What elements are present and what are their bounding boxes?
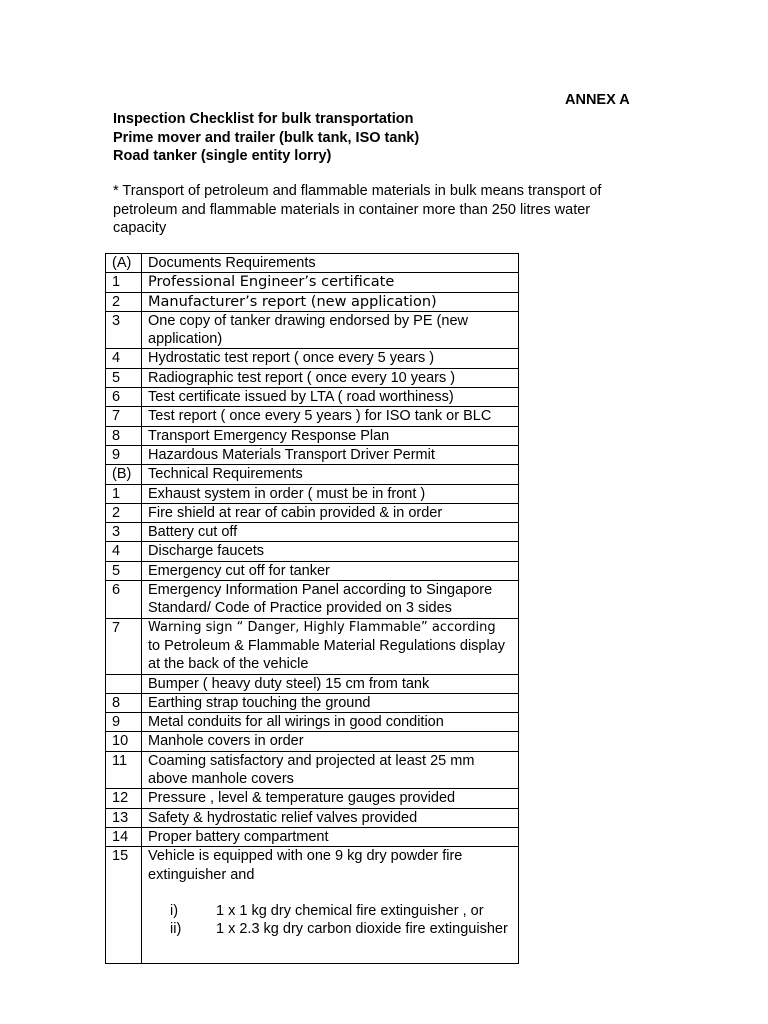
title-line-1: Inspection Checklist for bulk transportation [113,111,414,127]
table-row [106,349,519,368]
row-text: Test certificate issued by LTA ( road worthiness) [142,388,519,407]
row-number: 2 [106,503,142,522]
row-number: 13 [106,808,142,827]
row-number: 4 [106,349,142,368]
table-row [106,426,519,445]
row-text [142,847,519,964]
list-marker: ii) [170,921,182,938]
table-row [106,311,519,349]
list-item-text: 1 x 2.3 kg dry carbon dioxide fire extinguisher [216,921,508,938]
row-number: 5 [106,368,142,387]
row-number: 2 [106,292,142,311]
row-number: 3 [106,523,142,542]
list-marker: i) [170,902,179,919]
row-text: Radiographic test report ( once every 10 years ) [142,368,519,387]
extinguisher-options-list [148,902,514,939]
row-text: Proper battery compartment [142,827,519,846]
table-row [106,465,519,484]
table-row [106,368,519,387]
table-row [106,693,519,712]
row-text: Emergency Information Panel according to Singapore Standard/ Code of Practice provided on 3 sides [142,581,519,619]
row-text: Bumper ( heavy duty steel) 15 cm from tank [142,674,519,693]
row-number: 8 [106,693,142,712]
list-item [170,920,514,938]
table-row [106,503,519,522]
row-text: Transport Emergency Response Plan [142,426,519,445]
row-text: Technical Requirements [142,465,519,484]
row-text: Exhaust system in order ( must be in front ) [142,484,519,503]
row-number: 1 [106,484,142,503]
transport-note: * Transport of petroleum and flammable materials in bulk means transport of petroleum and flammable materials in container more than 250 litres water capacity [113,183,602,236]
table-row [106,484,519,503]
row-text: Hazardous Materials Transport Driver Permit [142,445,519,464]
row-text: Coaming satisfactory and projected at least 25 mm above manhole covers [142,751,519,789]
row-number: (B) [106,465,142,484]
table-row [106,713,519,732]
row-number: 9 [106,445,142,464]
list-item [170,902,514,920]
title-line-2: Prime mover and trailer (bulk tank, ISO tank) [113,129,420,146]
row-number: 12 [106,789,142,808]
row-text-line-b: to Petroleum & Flammable Material Regulations display at the back of the vehicle [148,637,506,673]
row-number: 5 [106,561,142,580]
list-item-text: 1 x 1 kg dry chemical fire extinguisher , or [216,902,484,919]
row-text: Manhole covers in order [142,732,519,751]
row-text: Pressure , level & temperature gauges provided [142,789,519,808]
row-text: One copy of tanker drawing endorsed by PE (new application) [142,311,519,349]
row-text: Documents Requirements [142,254,519,273]
row-text: Earthing strap touching the ground [142,693,519,712]
row-number [106,674,142,693]
row-text: Manufacturer’s report (new application) [142,292,519,311]
row-text: Safety & hydrostatic relief valves provided [142,808,519,827]
row-number: 11 [106,751,142,789]
table-row [106,523,519,542]
inspection-checklist-table [105,253,519,964]
row-number: 4 [106,542,142,561]
row-text-line-a: Warning sign “ Danger, Highly Flammable” according [148,619,496,635]
row-text [142,618,519,674]
table-row [106,273,519,292]
row-text: Battery cut off [142,523,519,542]
table-row [106,388,519,407]
table-row [106,674,519,693]
row-number: 3 [106,311,142,349]
row-number: (A) [106,254,142,273]
row-text: Metal conduits for all wirings in good condition [142,713,519,732]
row-text-main: Vehicle is equipped with one 9 kg dry powder fire extinguisher and [148,848,463,883]
table-row [106,827,519,846]
row-number: 8 [106,426,142,445]
annex-label: ANNEX A [565,92,630,108]
table-row [106,732,519,751]
row-number: 6 [106,581,142,619]
document-titles [113,110,419,166]
row-number: 1 [106,273,142,292]
row-text: Professional Engineer’s certificate [142,273,519,292]
row-number: 9 [106,713,142,732]
table-row [106,292,519,311]
row-number: 14 [106,827,142,846]
table-row [106,751,519,789]
table-row [106,789,519,808]
row-text: Emergency cut off for tanker [142,561,519,580]
row-text: Discharge faucets [142,542,519,561]
row-number: 6 [106,388,142,407]
row-text: Fire shield at rear of cabin provided & in order [142,503,519,522]
table-row [106,618,519,674]
table-row [106,254,519,273]
title-line-3: Road tanker (single entity lorry) [113,148,332,164]
table-row [106,542,519,561]
row-number: 7 [106,618,142,674]
row-number: 7 [106,407,142,426]
table-row [106,561,519,580]
row-number: 10 [106,732,142,751]
table-row [106,808,519,827]
row-text: Test report ( once every 5 years ) for ISO tank or BLC [142,407,519,426]
table-row [106,445,519,464]
table-row [106,407,519,426]
row-text: Hydrostatic test report ( once every 5 years ) [142,349,519,368]
table-row [106,581,519,619]
row-number: 15 [106,847,142,964]
table-row [106,847,519,964]
